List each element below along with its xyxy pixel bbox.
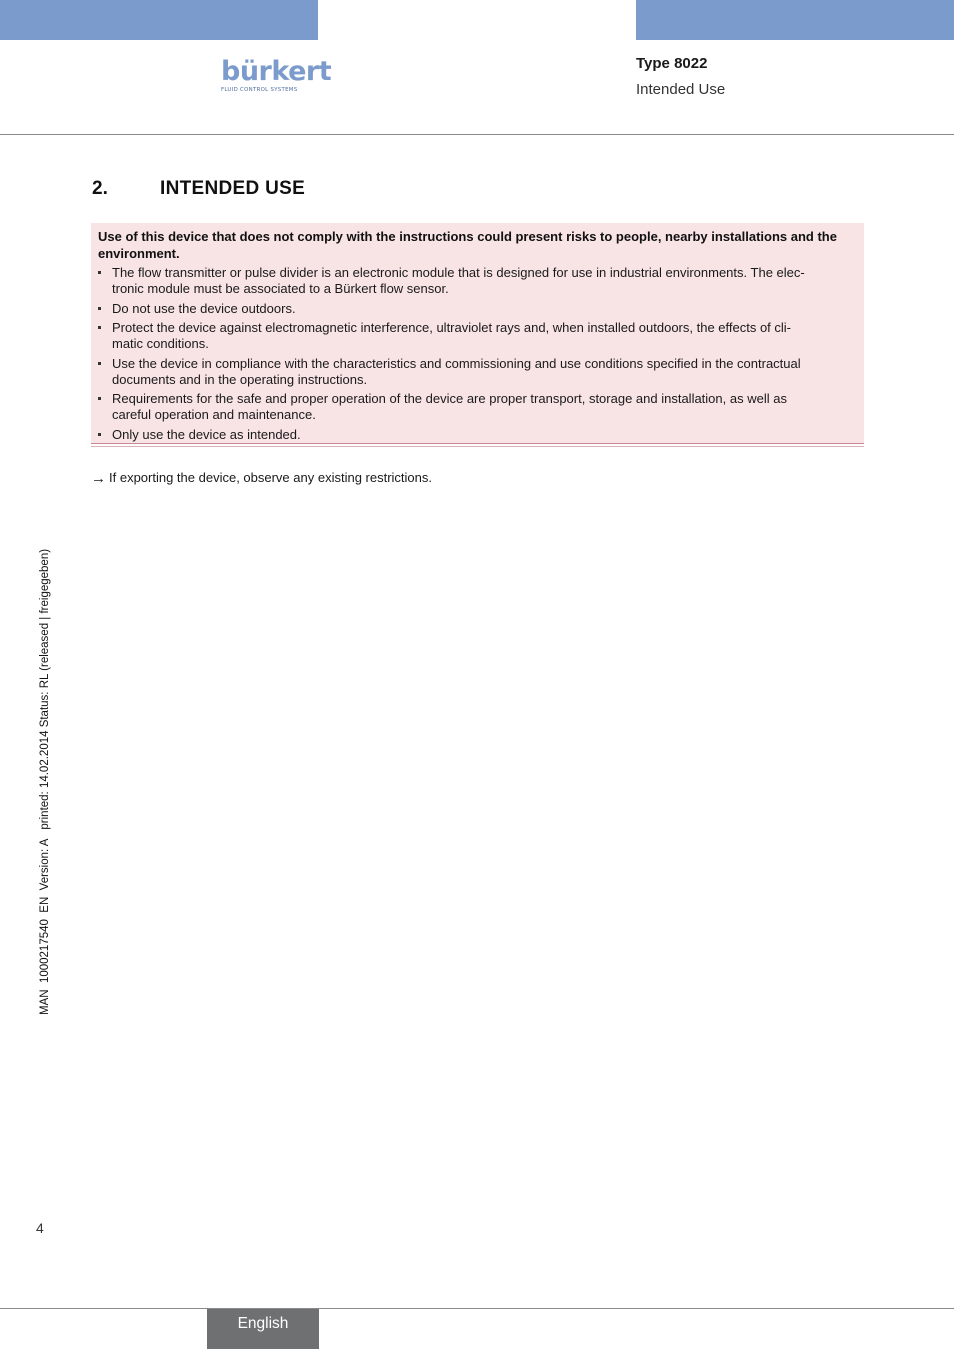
list-item (98, 427, 850, 443)
header-divider (0, 134, 954, 135)
bullet-icon (98, 433, 101, 436)
header-section-label: Intended Use (636, 81, 726, 98)
section-title: INTENDED USE (160, 178, 306, 199)
list-item-text: Do not use the device outdoors. (112, 300, 296, 316)
logo-wordmark: bürkert (221, 56, 332, 87)
bullet-icon (98, 326, 101, 329)
list-item (98, 301, 850, 317)
section-number: 2. (92, 178, 108, 199)
header-band-right (636, 0, 954, 40)
footer-divider (0, 1308, 954, 1309)
bullet-icon (98, 307, 101, 310)
bullet-icon (98, 271, 101, 274)
list-item (98, 320, 850, 352)
list-item-text: Only use the device as intended. (112, 426, 301, 442)
list-item (98, 265, 850, 297)
bullet-icon (98, 397, 101, 400)
list-item-text: Protect the device against electromagnetic interference, ultraviolet rays and, when installed outdoors, the effects of cli- matic conditions. (112, 320, 792, 351)
header-band-left (0, 0, 318, 40)
arrow-right-icon: → (91, 470, 106, 487)
list-item (98, 356, 850, 388)
list-item (98, 391, 850, 423)
warning-box (91, 223, 864, 444)
document-meta-vertical: MAN 1000217540 EN Version: A printed: 14.02.2014 Status: RL (released | freigegeben) (39, 548, 51, 1015)
list-item-text: Requirements for the safe and proper operation of the device are proper transport, storage and installation, as well as careful operation and maintenance. (112, 391, 787, 422)
list-item-text: The flow transmitter or pulse divider is an electronic module that is designed for use in industrial environments. The elec- tronic module must be associated to a Bürkert flow sensor. (112, 265, 805, 296)
language-tab: English (207, 1309, 319, 1349)
document-type: Type 8022 (636, 55, 708, 72)
export-note-text: If exporting the device, observe any existing restrictions. (109, 470, 432, 485)
burkert-logo (221, 56, 332, 95)
export-note (91, 470, 432, 487)
bullet-icon (98, 362, 101, 365)
logo-tagline: FLUID CONTROL SYSTEMS (221, 87, 298, 93)
list-item-text: Use the device in compliance with the characteristics and commissioning and use conditions specified in the contractual documents and in the operating instructions. (112, 355, 801, 387)
page-number: 4 (36, 1220, 44, 1236)
warning-list (98, 265, 850, 446)
warning-lead: Use of this device that does not comply with the instructions could present risks to people, nearby installations and the environment. (98, 229, 837, 261)
